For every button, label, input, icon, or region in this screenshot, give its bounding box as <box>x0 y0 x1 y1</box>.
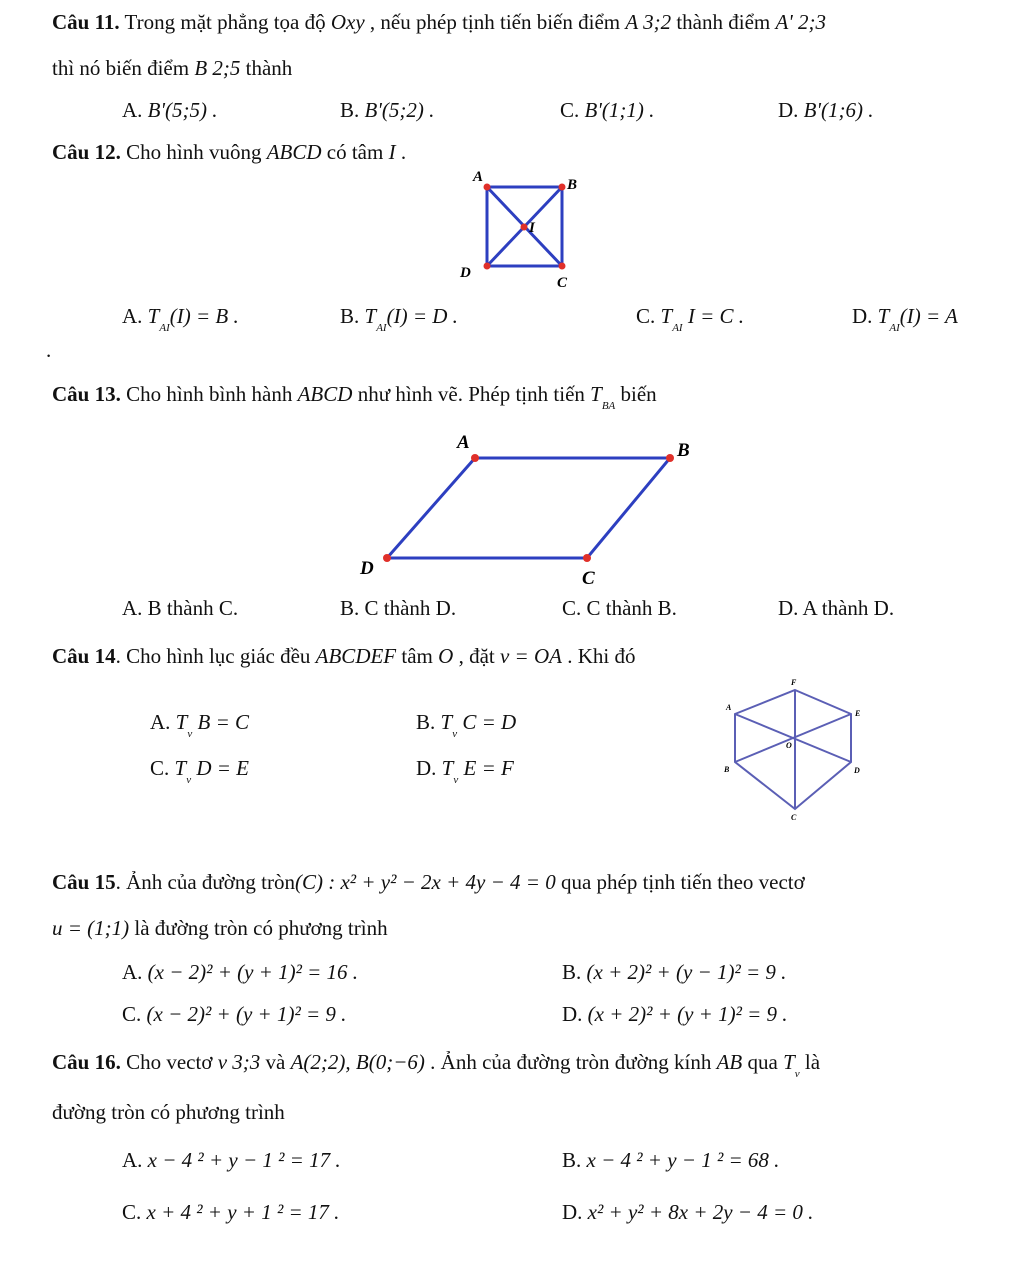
q14-option-d[interactable]: D. $T_v$ E = F <box>416 756 514 786</box>
label-e: E <box>855 709 861 718</box>
square-figure <box>455 165 595 290</box>
q11-option-b[interactable]: B. B'(5;2) . <box>340 98 435 122</box>
q13-option-d[interactable]: D. A thành D. <box>778 596 895 620</box>
q14-label: Câu 14 <box>52 644 116 668</box>
q14-stem: Câu 14. Cho hình lục giác đều ABCDEF tâm O , đặt v = OA . Khi đó <box>52 644 636 668</box>
q13-option-c[interactable]: C. C thành B. <box>562 596 677 620</box>
q15-label: Câu 15 <box>52 870 116 894</box>
point-c <box>583 554 591 562</box>
point-b <box>559 184 566 191</box>
label-c: C <box>791 813 797 822</box>
hexagon-figure <box>720 672 870 822</box>
point-b <box>666 454 674 462</box>
q11-option-c[interactable]: C. B'(1;1) . <box>560 98 655 122</box>
q11-label: Câu 11. <box>52 10 120 34</box>
q13-option-b[interactable]: B. C thành D. <box>340 596 457 620</box>
label-d: D <box>460 265 471 281</box>
q15-stem: Câu 15. Ảnh của đường tròn(C) : x² + y² − 2x + 4y − 4 = 0 qua phép tịnh tiến theo vectơ <box>52 870 805 894</box>
q11-stem-cont: thì nó biến điểm B 2;5 thành <box>52 56 293 80</box>
q11-stem: Câu 11. Trong mặt phẳng tọa độ Oxy , nếu phép tịnh tiến biến điểm A 3;2 thành điểm A' 2;3 <box>52 10 827 34</box>
q12-label: Câu 12. <box>52 140 121 164</box>
label-b: B <box>677 440 690 461</box>
parallelogram-shape <box>387 458 670 558</box>
point-c <box>559 263 566 270</box>
label-b: B <box>567 177 578 193</box>
q14-option-c[interactable]: C. $T_v$ D = E <box>150 756 250 786</box>
label-o: O <box>786 741 792 750</box>
parallelogram-figure <box>355 428 705 588</box>
q11-option-d[interactable]: D. B'(1;6) . <box>778 98 874 122</box>
point-d <box>383 554 391 562</box>
q15-stem-cont: u = (1;1) là đường tròn có phương trình <box>52 916 388 940</box>
point-i <box>521 224 528 231</box>
label-a: A <box>473 169 484 185</box>
q15-option-d[interactable]: D. (x + 2)² + (y + 1)² = 9 . <box>562 1002 788 1026</box>
point-a <box>484 184 491 191</box>
q12-option-a[interactable]: A. $T_{AI}(I) = B$ . <box>122 304 239 334</box>
q13-stem: Câu 13. Cho hình bình hành ABCD như hình vẽ. Phép tịnh tiến $T_{BA}$ biến <box>52 382 657 412</box>
label-a: A <box>726 703 732 712</box>
q11-option-a[interactable]: A. B'(5;5) . <box>122 98 218 122</box>
q14-option-b[interactable]: B. $T_v$ C = D <box>416 710 517 740</box>
q12-option-b[interactable]: B. $T_{AI}(I) = D$ . <box>340 304 458 334</box>
q16-option-c[interactable]: C. x + 4 ² + y + 1 ² = 17 . <box>122 1200 340 1224</box>
label-d: D <box>360 558 374 579</box>
label-i: I <box>529 220 535 236</box>
q16-option-b[interactable]: B. x − 4 ² + y − 1 ² = 68 . <box>562 1148 780 1172</box>
label-c: C <box>582 568 595 588</box>
q15-option-b[interactable]: B. (x + 2)² + (y − 1)² = 9 . <box>562 960 787 984</box>
label-f: F <box>791 678 797 687</box>
label-c: C <box>557 275 568 290</box>
q12-option-c[interactable]: C. $T_{AI}$ I = C . <box>636 304 745 334</box>
q15-option-a[interactable]: A. (x − 2)² + (y + 1)² = 16 . <box>122 960 359 984</box>
label-d: D <box>854 766 860 775</box>
label-a: A <box>457 432 470 453</box>
hexagon-shape <box>735 690 851 809</box>
q14-option-a[interactable]: A. $T_v$ B = C <box>150 710 250 740</box>
point-d <box>484 263 491 270</box>
q16-label: Câu 16. <box>52 1050 121 1074</box>
q16-option-a[interactable]: A. x − 4 ² + y − 1 ² = 17 . <box>122 1148 341 1172</box>
point-a <box>471 454 479 462</box>
q16-option-d[interactable]: D. x² + y² + 8x + 2y − 4 = 0 . <box>562 1200 814 1224</box>
q12-stem: Câu 12. Cho hình vuông ABCD có tâm I . <box>52 140 407 164</box>
q12-option-d[interactable]: D. $T_{AI}(I) = A$ <box>852 304 958 334</box>
q16-stem-cont: đường tròn có phương trình <box>52 1100 285 1124</box>
label-b: B <box>724 765 730 774</box>
q12-trailing-dot: . <box>46 338 52 362</box>
q15-option-c[interactable]: C. (x − 2)² + (y + 1)² = 9 . <box>122 1002 347 1026</box>
q13-label: Câu 13. <box>52 382 121 406</box>
q16-stem: Câu 16. Cho vectơ v 3;3 và A(2;2), B(0;−6) . Ảnh của đường tròn đường kính AB qua $T_v$ là <box>52 1050 821 1080</box>
q13-option-a[interactable]: A. B thành C. <box>122 596 239 620</box>
